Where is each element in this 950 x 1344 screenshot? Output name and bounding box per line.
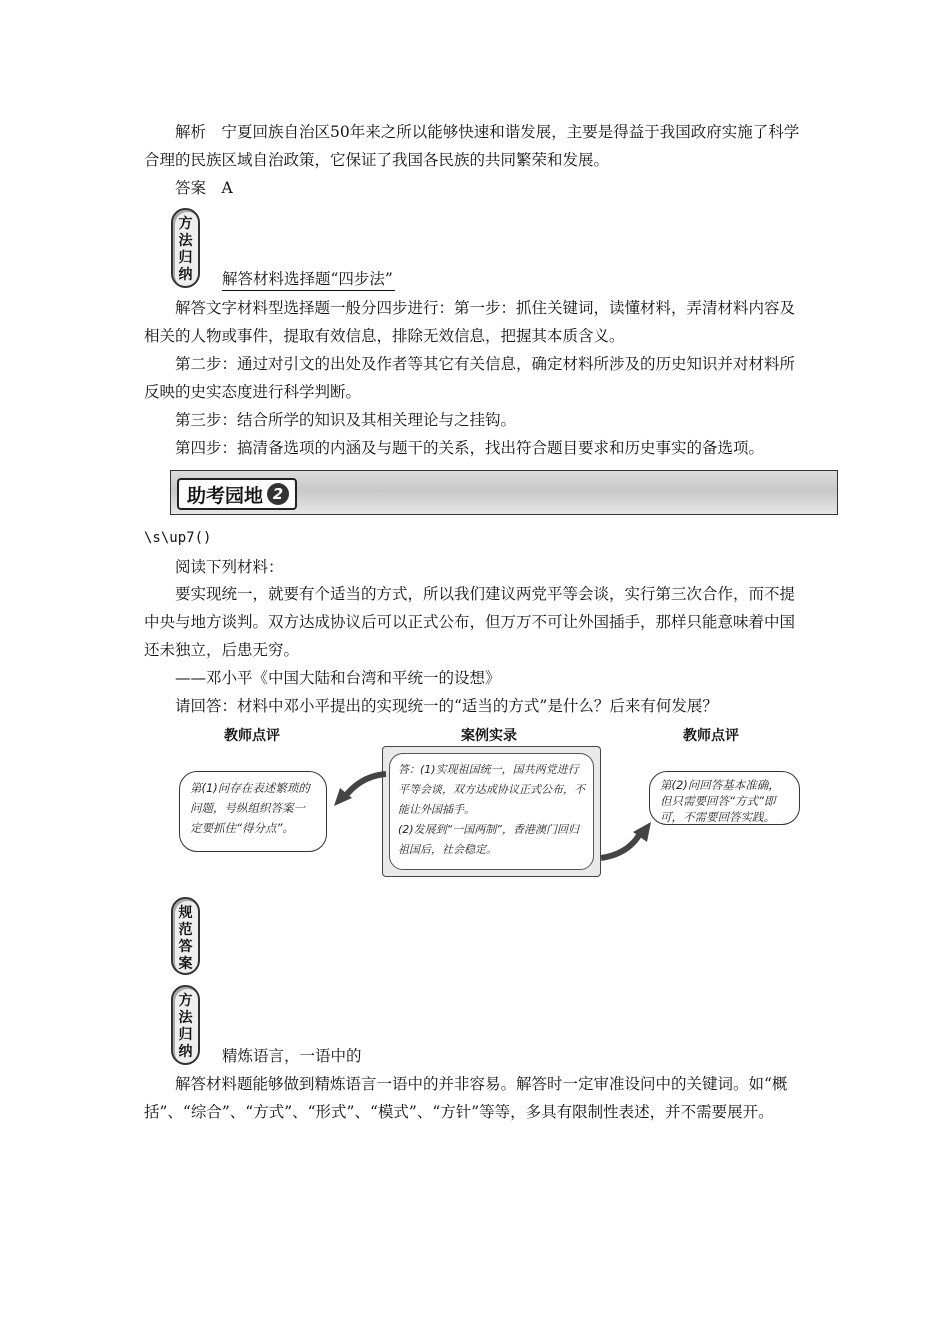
method2-para: 解答材料题能够做到精炼语言一语中的并非容易。解答时一定审准设问中的关键词。如“概括”、“综合”、“方式”、“形式”、“模式”、“方针”等等，多具有限制性表述，并不需要展开。 — [144, 1075, 788, 1121]
method-summary-badge — [171, 208, 200, 288]
method1-title: 解答材料选择题“四步法” — [222, 268, 395, 291]
standard-answer-badge — [171, 897, 200, 975]
method1-para-1: 解答文字材料型选择题一般分四步进行：第一步：抓住关键词，读懂材料，弄清材料内容及相关的人物或事件，提取有效信息，排除无效信息，把握其本质含义。 — [144, 299, 796, 345]
reading-source: ——邓小平《中国大陆和台湾和平统一的设想》 — [175, 669, 501, 687]
reading-prompt: 阅读下列材料： — [175, 558, 284, 576]
right-comment-bubble — [649, 771, 800, 825]
badge-char: 纳 — [178, 1044, 193, 1060]
left-comment-text: 第(1)问存在表述繁琐的问题，号纵组织答案一定要抓住“得分点”。 — [190, 781, 310, 835]
badge-char: 答 — [178, 939, 193, 955]
banner-label: 助考园地 — [187, 484, 264, 507]
method2-title: 精炼语言，一语中的 — [222, 1047, 362, 1065]
case-record-box — [382, 746, 601, 877]
left-arrow-icon — [332, 770, 388, 810]
stray-code: \s\up7() — [144, 530, 212, 546]
badge-char: 范 — [178, 922, 193, 938]
method1-para-2: 第二步：通过对引文的出处及作者等其它有关信息，确定材料所涉及的历史知识并对材料所反映的史实态度进行科学判断。 — [144, 355, 796, 401]
badge-char: 纳 — [178, 267, 193, 283]
badge-char: 法 — [178, 1010, 193, 1026]
analysis-label: 解析 — [175, 123, 207, 141]
analysis-text: 宁夏回族自治区50年来之所以能够快速和谐发展，主要是得益于我国政府实施了科学合理的民族区域自治政策，它保证了我国各民族的共同繁荣和发展。 — [144, 123, 800, 169]
case-record-inner — [389, 753, 594, 870]
section-banner — [170, 470, 838, 515]
banner-number: 2 — [267, 483, 289, 505]
banner-tag — [177, 478, 297, 510]
left-caption: 教师点评 — [224, 728, 280, 744]
left-comment-bubble — [179, 771, 327, 852]
method1-para-3: 第三步：结合所学的知识及其相关理论与之挂钩。 — [175, 411, 517, 429]
reading-quote: 要实现统一，就要有个适当的方式，所以我们建议两党平等会谈，实行第三次合作，而不提中央与地方谈判。双方达成协议后可以正式公布，但万万不可让外国插手，那样只能意味着中国还未独立，后患无穷。 — [144, 585, 796, 659]
analysis-paragraph — [144, 118, 809, 174]
right-caption: 教师点评 — [683, 728, 739, 744]
center-caption: 案例实录 — [461, 728, 517, 744]
right-arrow-icon — [599, 818, 655, 862]
answer-label: 答案 — [175, 179, 207, 197]
badge-char: 法 — [178, 233, 193, 249]
answer-value: A — [221, 179, 233, 197]
badge-char: 方 — [178, 216, 193, 232]
method-summary-badge-2 — [171, 985, 200, 1065]
badge-char: 规 — [178, 905, 193, 921]
badge-char: 方 — [178, 993, 193, 1009]
method1-para-4: 第四步：搞清备选项的内涵及与题干的关系，找出符合题目要求和历史事实的备选项。 — [175, 439, 765, 457]
badge-char: 归 — [178, 250, 193, 266]
badge-char: 案 — [178, 956, 193, 972]
case-answer-2: (2)发展到“一国两制”，香港澳门回归祖国后，社会稳定。 — [398, 823, 579, 856]
reading-question: 请回答：材料中邓小平提出的实现统一的“适当的方式”是什么？后来有何发展？ — [175, 697, 718, 715]
badge-char: 归 — [178, 1027, 193, 1043]
right-comment-text: 第(2)问回答基本准确，但只需要回答“方式”即可，不需要回答实践。 — [660, 778, 780, 824]
case-answer-1: 答：(1)实现祖国统一，国共两党进行平等会谈，双方达成协议正式公布，不能让外国插手。 — [398, 763, 585, 816]
answer-line — [175, 174, 233, 202]
